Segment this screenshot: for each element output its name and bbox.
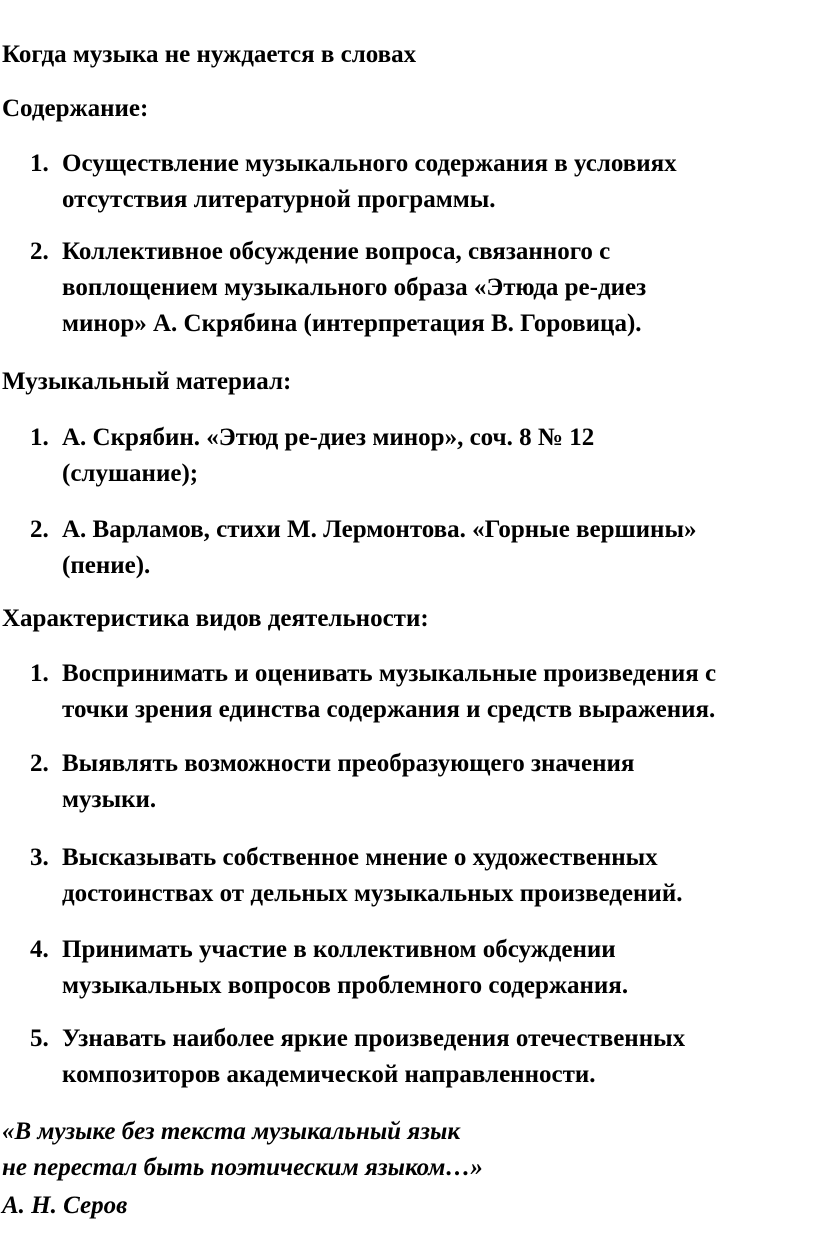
epigraph-quote: «В музыке без текста музыкальный язык не перестал быть поэтическим языком…» [2,1118,483,1181]
list-item [30,1021,816,1093]
activities-heading: Характеристика видов деятельности: [2,605,429,632]
document-title: Когда музыка не нуждается в словах [2,41,417,68]
list-item [30,746,816,818]
list-item [30,146,816,218]
list-text: Выявлять возможности преобразующего значения музыки. [62,750,635,813]
content-heading: Содержание: [2,95,149,122]
list-number: 2. [30,238,49,265]
list-item [30,420,816,492]
list-item [30,656,816,728]
list-text: Узнавать наиболее яркие произведения отечественных композиторов академической направленности. [62,1025,686,1088]
list-number: 1. [30,424,49,451]
list-number: 4. [30,936,49,963]
list-text: Коллективное обсуждение вопроса, связанного с воплощением музыкального образа «Этюда ре-диез минор» А. Скрябина (интерпретация В. Горовица). [62,238,647,337]
list-number: 1. [30,150,49,177]
quote-author: А. Н. Серов [2,1192,128,1219]
list-text: Принимать участие в коллективном обсуждении музыкальных вопросов проблемного содержания. [62,936,629,999]
list-number: 3. [30,844,49,871]
list-text: А. Скрябин. «Этюд ре-диез минор», соч. 8 № 12 (слушание); [62,424,595,487]
material-heading: Музыкальный материал: [2,368,292,395]
list-text: А. Варламов, стихи М. Лермонтова. «Горные вершины» (пение). [62,516,697,579]
list-item [30,932,816,1004]
list-number: 1. [30,660,49,687]
list-item [30,234,816,342]
list-number: 2. [30,516,49,543]
list-text: Воспринимать и оценивать музыкальные произведения с точки зрения единства содержания и средств выражения. [62,660,717,723]
list-number: 5. [30,1025,49,1052]
list-item [30,840,816,912]
list-text: Высказывать собственное мнение о художественных достоинствах от дельных музыкальных произведений. [62,844,683,907]
list-item [30,512,816,584]
list-number: 2. [30,750,49,777]
list-text: Осуществление музыкального содержания в условиях отсутствия литературной программы. [62,150,677,213]
